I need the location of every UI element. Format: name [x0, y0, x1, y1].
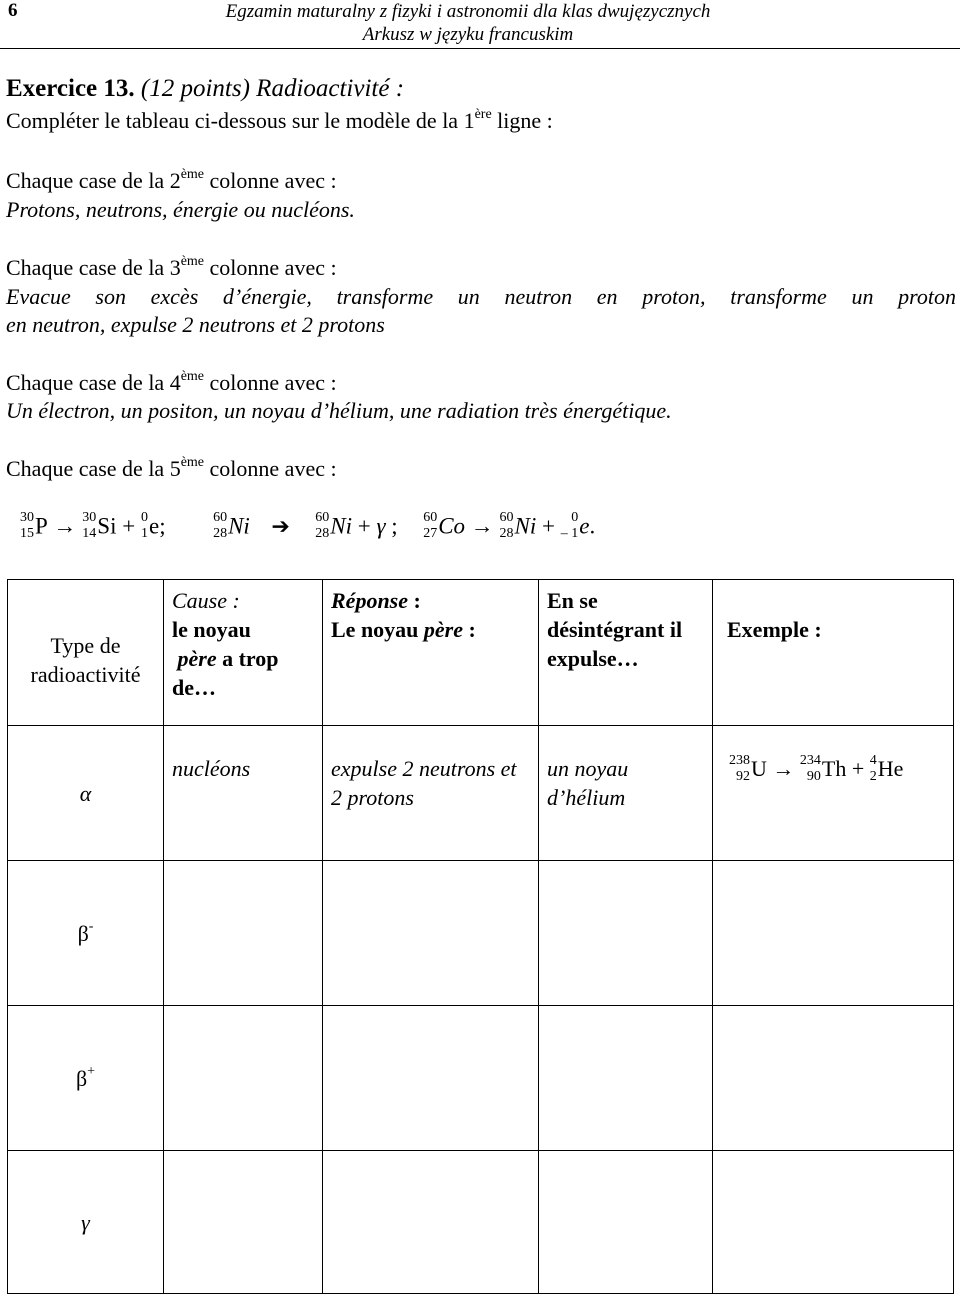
row-beta-minus-type: β- — [8, 861, 164, 1006]
table-header-row — [8, 580, 954, 726]
row-alpha-cause: nucléons — [164, 726, 323, 861]
radioactivity-table — [7, 579, 954, 1294]
col2-heading-text: Chaque case de la 2 — [6, 168, 181, 193]
col4-heading-end: colonne avec : — [204, 370, 337, 395]
col3-options-line1: Evacue son excès d’énergie, transforme un neutron en proton, transforme un proton — [6, 284, 956, 309]
table-row — [8, 1151, 954, 1294]
instruction-text: Compléter le tableau ci-dessous sur le modèle de la 1 — [6, 108, 475, 133]
decay-equations — [20, 512, 595, 544]
header-type: Type de radioactivité — [8, 580, 164, 726]
row-gamma-expulse[interactable] — [539, 1151, 713, 1294]
col4-heading-text: Chaque case de la 4 — [6, 370, 181, 395]
arrow-icon: → — [470, 513, 494, 539]
row-beta-plus-type: β+ — [8, 1006, 164, 1151]
page-number: 6 — [8, 0, 18, 21]
arrow-icon: → — [53, 513, 77, 539]
col2-heading — [6, 168, 337, 194]
col5-heading — [6, 456, 337, 482]
header-reponse — [323, 580, 539, 726]
col5-heading-text: Chaque case de la 5 — [6, 456, 181, 481]
cause-text-end: de… — [172, 675, 216, 700]
period: . — [589, 513, 596, 539]
header-title — [188, 0, 748, 46]
col2-options: Protons, neutrons, énergie ou nucléons. — [6, 197, 355, 222]
separator: ; — [159, 513, 166, 539]
separator: ; — [391, 513, 398, 539]
row-alpha-reponse: expulse 2 neutrons et 2 protons — [323, 726, 539, 861]
nuclide-co60: 60 27 Co — [423, 510, 466, 541]
nuclide-ni60: 60 28 Ni — [315, 510, 352, 541]
nuclide-ni60-b: 60 28 Ni — [499, 510, 537, 541]
instruction-sup: ère — [474, 106, 492, 122]
header-exemple: Exemple : — [713, 580, 954, 726]
nuclide-electron: 0 – 1 e — [560, 510, 590, 541]
nuclide-he4: 4 2 He — [869, 752, 904, 784]
row-beta-minus-expulse[interactable] — [539, 861, 713, 1006]
nuclide-p30: 30 15 P — [20, 510, 48, 541]
cause-text: le noyau — [172, 617, 251, 642]
gamma-symbol: γ — [376, 513, 386, 539]
row-beta-plus-example[interactable] — [713, 1006, 954, 1151]
exercise-points: (12 points) Radioactivité : — [140, 75, 405, 102]
col4-options: Un électron, un positon, un noyau d’hélium, une radiation très énergétique. — [6, 398, 672, 423]
header-title-line1: Egzamin maturalny z fizyki i astronomii dla klas dwujęzycznych — [225, 1, 711, 22]
col4-heading — [6, 370, 337, 396]
cause-title: Cause : — [172, 588, 240, 613]
header-cause — [164, 580, 323, 726]
nuclide-th234: 234 90 Th — [799, 752, 847, 784]
row-beta-minus-cause[interactable] — [164, 861, 323, 1006]
col3-heading-sup: ème — [180, 253, 205, 269]
row-beta-plus-reponse[interactable] — [323, 1006, 539, 1151]
row-alpha-expulse: un noyau d’hélium — [539, 726, 713, 861]
nuclide-positron: 0 1 e — [140, 510, 160, 541]
col2-heading-sup: ème — [180, 166, 205, 182]
col3-heading — [6, 255, 337, 281]
page-header — [0, 0, 960, 49]
col5-heading-sup: ème — [180, 454, 205, 470]
nuclide-ni60-excited: 60 28 Ni — [213, 510, 250, 541]
col3-options-line2: en neutron, expulse 2 neutrons et 2 protons — [6, 312, 385, 337]
row-gamma-cause[interactable] — [164, 1151, 323, 1294]
reponse-text: Le noyau père : — [331, 617, 476, 642]
plus-sign: + — [122, 513, 136, 539]
table-row — [8, 1006, 954, 1151]
exercise-instruction — [6, 108, 553, 134]
row-gamma-reponse[interactable] — [323, 1151, 539, 1294]
double-arrow-icon: ➔ — [271, 513, 290, 539]
plus-sign: + — [542, 513, 555, 539]
arrow-icon: → — [772, 756, 795, 781]
nuclide-u238: 238 92 U — [729, 752, 767, 784]
col3-heading-text: Chaque case de la 3 — [6, 255, 181, 280]
row-alpha-example — [713, 726, 954, 861]
header-title-line2: Arkusz w języku francuskim — [362, 24, 574, 45]
col4-heading-sup: ème — [180, 368, 205, 384]
row-gamma-type: γ — [8, 1151, 164, 1294]
row-beta-plus-expulse[interactable] — [539, 1006, 713, 1151]
col5-heading-end: colonne avec : — [204, 456, 337, 481]
col2-heading-end: colonne avec : — [204, 168, 337, 193]
exercise-number: Exercice 13. — [6, 75, 135, 102]
row-beta-minus-reponse[interactable] — [323, 861, 539, 1006]
row-alpha-type: α — [8, 726, 164, 861]
table-row — [8, 726, 954, 861]
row-gamma-example[interactable] — [713, 1151, 954, 1294]
instruction-text-end: ligne : — [491, 108, 553, 133]
header-expulse: En se désintégrant il expulse… — [539, 580, 713, 726]
plus-sign: + — [357, 513, 371, 539]
col3-heading-end: colonne avec : — [204, 255, 337, 280]
table-row — [8, 861, 954, 1006]
plus-sign: + — [851, 756, 865, 781]
row-beta-plus-cause[interactable] — [164, 1006, 323, 1151]
reponse-title: Réponse : — [331, 588, 421, 613]
nuclide-si30: 30 14 Si — [82, 510, 117, 541]
cause-text-pere: père a trop — [177, 646, 279, 671]
exercise-title — [6, 76, 404, 102]
row-beta-minus-example[interactable] — [713, 861, 954, 1006]
